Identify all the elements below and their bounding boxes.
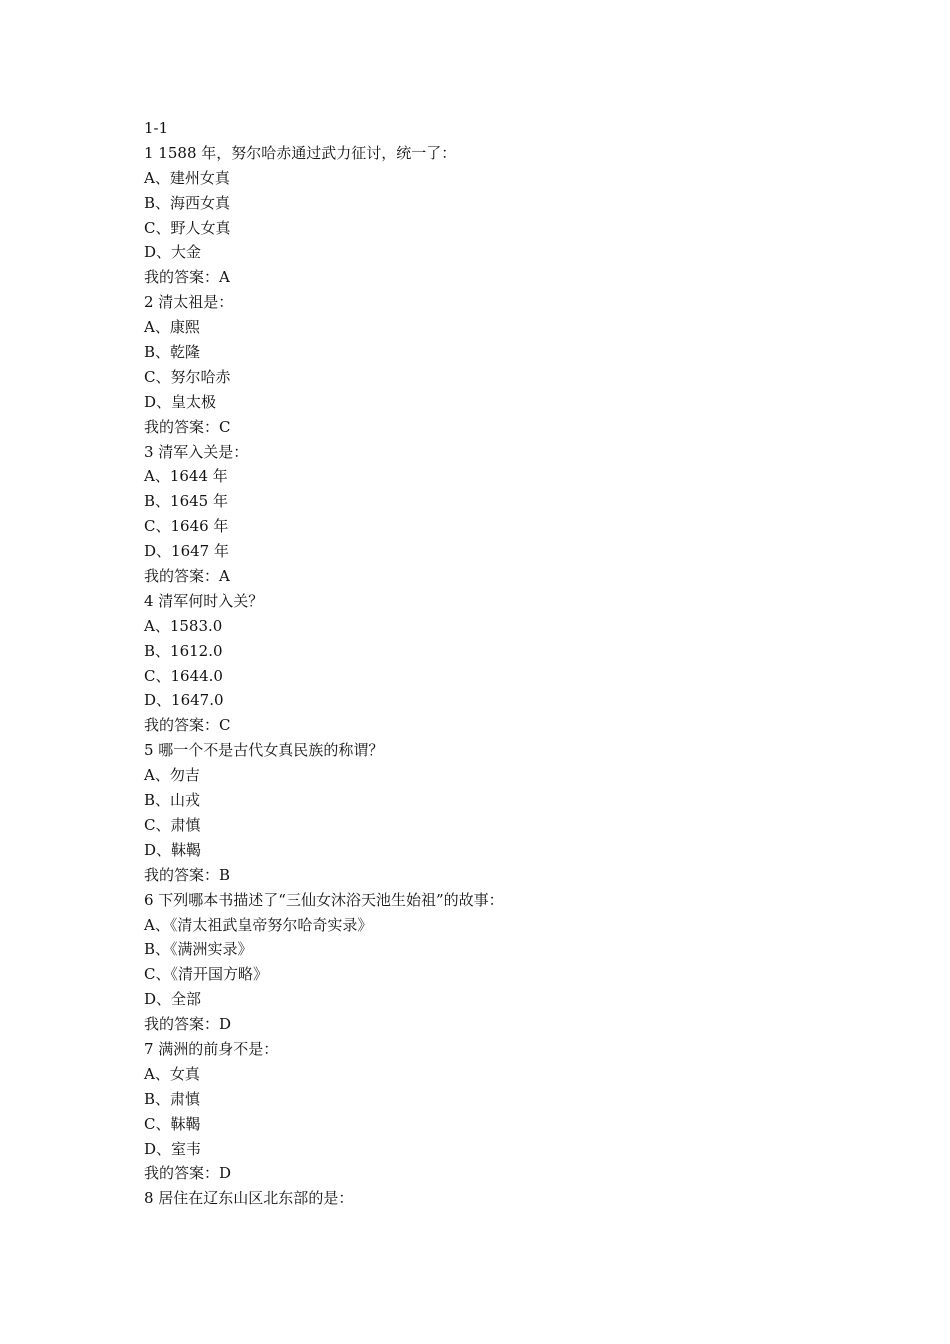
option-a: A、建州女真 bbox=[144, 168, 230, 187]
option-c: C、1646 年 bbox=[144, 517, 229, 536]
question-stem: 2 清太祖是： bbox=[144, 293, 234, 312]
question-stem: 1 1588 年，努尔哈赤通过武力征讨，统一了： bbox=[144, 143, 457, 162]
option-d: D、靺鞨 bbox=[144, 840, 202, 859]
question-stem: 3 清军入关是： bbox=[144, 442, 249, 461]
my-answer: 我的答案：B bbox=[144, 865, 231, 884]
option-b: B、肃慎 bbox=[144, 1089, 201, 1108]
option-b: B、海西女真 bbox=[144, 193, 231, 212]
question-block bbox=[144, 440, 844, 589]
question-stem: 5 哪一个不是古代女真民族的称谓？ bbox=[144, 741, 384, 760]
option-d: D、全部 bbox=[144, 990, 202, 1009]
my-answer: 我的答案：A bbox=[144, 567, 230, 586]
option-a: A、勿吉 bbox=[144, 766, 200, 785]
option-d: D、大金 bbox=[144, 243, 202, 262]
question-block bbox=[144, 290, 844, 439]
question-block bbox=[144, 1037, 844, 1186]
question-block bbox=[144, 141, 844, 290]
question-block bbox=[144, 888, 844, 1037]
option-b: B、乾隆 bbox=[144, 343, 201, 362]
my-answer: 我的答案：C bbox=[144, 716, 231, 735]
question-stem: 7 满洲的前身不是： bbox=[144, 1039, 279, 1058]
question-block bbox=[144, 1186, 844, 1211]
option-d: D、1647.0 bbox=[144, 691, 224, 710]
option-d: D、1647 年 bbox=[144, 542, 229, 561]
option-c: C、努尔哈赤 bbox=[144, 367, 231, 386]
option-b: B、1645 年 bbox=[144, 492, 228, 511]
option-c: C、1644.0 bbox=[144, 666, 223, 685]
option-b: B、1612.0 bbox=[144, 641, 223, 660]
quiz-content bbox=[144, 116, 844, 1211]
section-label: 1-1 bbox=[144, 119, 169, 137]
question-stem: 8 居住在辽东山区北东部的是： bbox=[144, 1189, 354, 1208]
option-a: A、康熙 bbox=[144, 318, 200, 337]
option-b: B、山戎 bbox=[144, 791, 201, 810]
my-answer: 我的答案：D bbox=[144, 1164, 232, 1183]
question-stem: 4 清军何时入关？ bbox=[144, 591, 264, 610]
question-block bbox=[144, 589, 844, 738]
option-d: D、室韦 bbox=[144, 1139, 202, 1158]
option-a: A、女真 bbox=[144, 1064, 200, 1083]
option-c: C、靺鞨 bbox=[144, 1114, 201, 1133]
option-a: A、1583.0 bbox=[144, 616, 223, 635]
option-a: A、1644 年 bbox=[144, 467, 228, 486]
my-answer: 我的答案：C bbox=[144, 417, 231, 436]
my-answer: 我的答案：A bbox=[144, 268, 230, 287]
option-c: C、野人女真 bbox=[144, 218, 231, 237]
question-block bbox=[144, 738, 844, 887]
option-c: C、《清开国方略》 bbox=[144, 965, 268, 984]
option-c: C、肃慎 bbox=[144, 815, 201, 834]
option-b: B、《满洲实录》 bbox=[144, 940, 253, 959]
my-answer: 我的答案：D bbox=[144, 1015, 232, 1034]
option-d: D、皇太极 bbox=[144, 392, 217, 411]
option-a: A、《清太祖武皇帝努尔哈奇实录》 bbox=[144, 915, 373, 934]
question-stem: 6 下列哪本书描述了“三仙女沐浴天池生始祖”的故事： bbox=[144, 890, 504, 909]
